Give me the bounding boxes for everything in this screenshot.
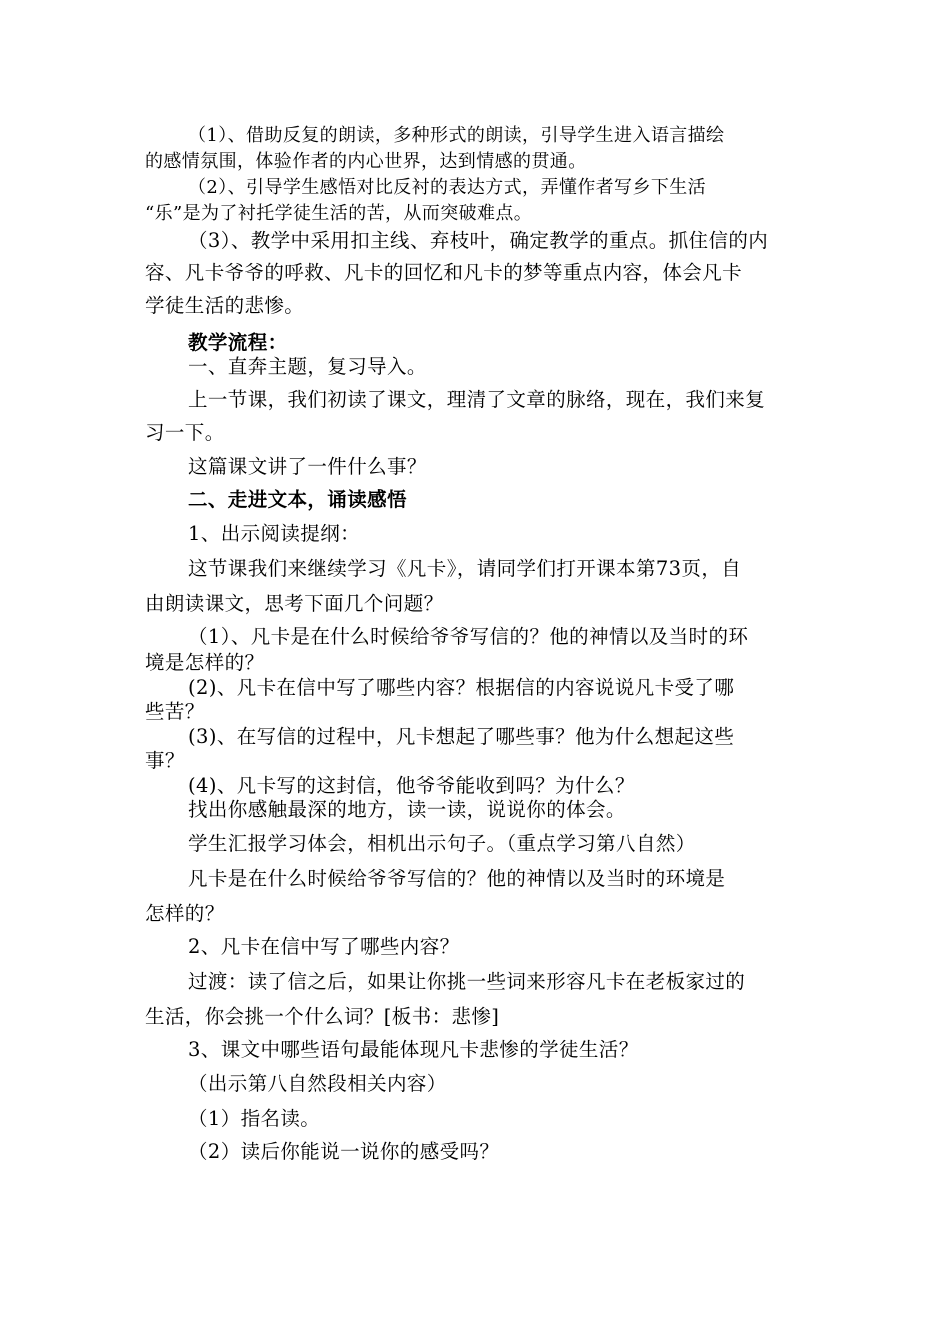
text-line: 容、凡卡爷爷的呼救、凡卡的回忆和凡卡的梦等重点内容，体会凡卡 [145, 261, 743, 284]
text-line: 境是怎样的？ [145, 651, 265, 674]
text-line: 学徒生活的悲惨。 [145, 294, 305, 317]
text-line: 一、直奔主题，复习导入。 [188, 355, 427, 378]
text-line: (3)、在写信的过程中，凡卡想起了哪些事？他为什么想起这些 [188, 725, 735, 748]
section-heading: 二、走进文本，诵读感悟 [188, 488, 407, 511]
text-line: （1）指名读。 [188, 1107, 321, 1130]
text-line: （1）、借助反复的朗读，多种形式的朗读，引导学生进入语言描绘 [188, 125, 725, 146]
text-line: （1）、凡卡是在什么时候给爷爷写信的？他的神情以及当时的环 [188, 625, 749, 648]
text-line: （3）、教学中采用扣主线、弃枝叶，确定教学的重点。抓住信的内 [188, 229, 769, 252]
text-line: 3、课文中哪些语句最能体现凡卡悲惨的学徒生活？ [188, 1038, 639, 1061]
text-line: 生活，你会挑一个什么词？[板书：悲惨] [145, 1005, 500, 1028]
text-line: 怎样的？ [145, 902, 225, 925]
text-line: (4)、凡卡写的这封信，他爷爷能收到吗？为什么？ [188, 774, 635, 797]
text-line: （出示第八自然段相关内容） [188, 1072, 447, 1095]
text-line: 1、出示阅读提纲： [188, 522, 361, 545]
text-line: 过渡：读了信之后，如果让你挑一些词来形容凡卡在老板家过的 [188, 970, 746, 993]
text-line: 找出你感触最深的地方，读一读，说说你的体会。 [188, 798, 626, 821]
text-line: (2)、凡卡在信中写了哪些内容？根据信的内容说说凡卡受了哪 [188, 676, 735, 699]
text-line: 的感情氛围，体验作者的内心世界，达到情感的贯通。 [145, 151, 587, 172]
text-line: 学生汇报学习体会，相机出示句子。（重点学习第八自然） [188, 832, 696, 855]
text-line: 上一节课，我们初读了课文，理清了文章的脉络，现在，我们来复 [188, 388, 766, 411]
text-line: 这节课我们来继续学习《凡卡》，请同学们打开课本第73页，自 [188, 557, 742, 580]
text-line: 2、凡卡在信中写了哪些内容？ [188, 935, 460, 958]
text-line: 凡卡是在什么时候给爷爷写信的？他的神情以及当时的环境是 [188, 867, 726, 890]
text-line: 这篇课文讲了一件什么事？ [188, 455, 427, 478]
text-line: （2）、引导学生感悟对比反衬的表达方式，弄懂作者写乡下生活 [188, 177, 707, 198]
text-line: 习一下。 [145, 421, 225, 444]
text-line: 些苦？ [145, 700, 205, 723]
text-line: 事？ [145, 749, 185, 772]
text-line: 由朗读课文，思考下面几个问题？ [145, 592, 444, 615]
text-line: “乐”是为了衬托学徒生活的苦，从而突破难点。 [145, 203, 533, 224]
text-line: （2）读后你能说一说你的感受吗？ [188, 1140, 500, 1163]
section-heading: 教学流程： [188, 331, 288, 354]
